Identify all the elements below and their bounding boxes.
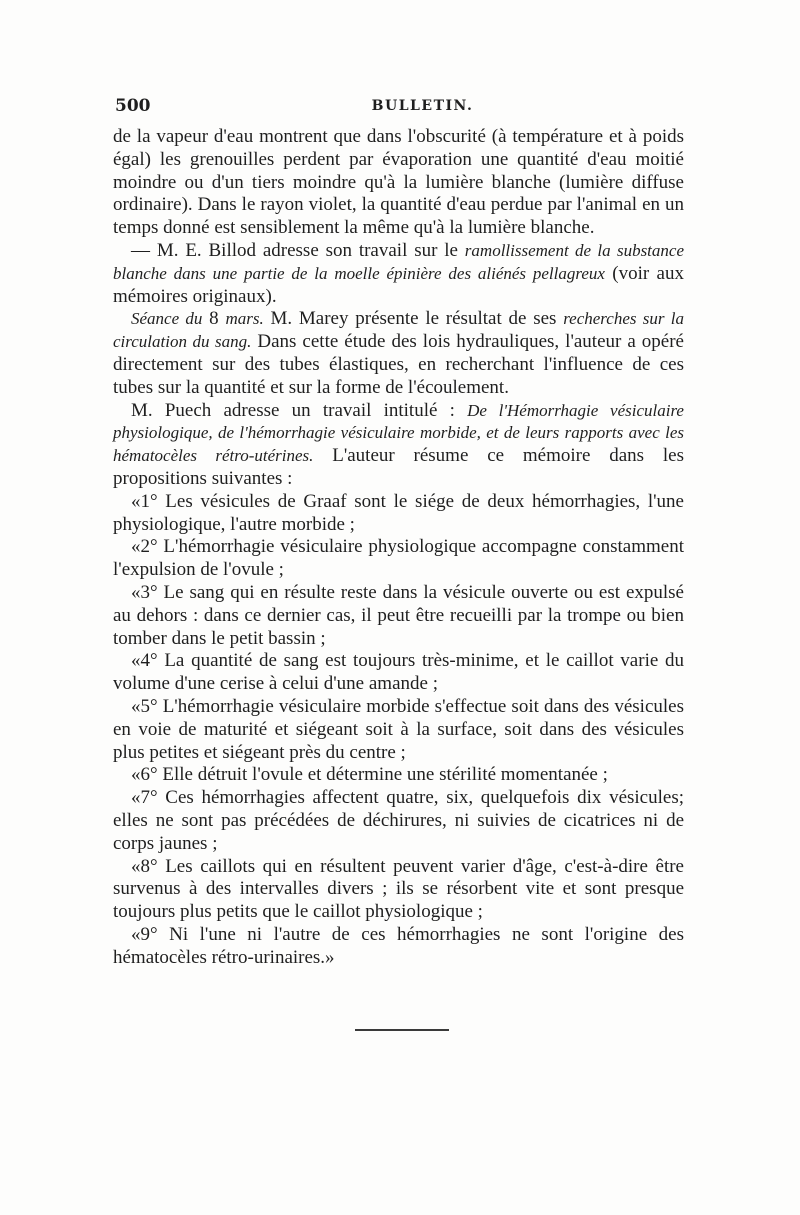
body-text [113, 126, 684, 969]
billod-title: ramollissement de la substance blanche dans une partie de la moelle épinière des aliénés pellagreux [113, 240, 684, 283]
billod-tail: (voir aux mémoires originaux). [113, 262, 684, 307]
paragraph-marey [113, 308, 684, 399]
proposition-7: «7° Ces hémorrhagies affectent quatre, six, quelquefois dix vésicules; elles ne sont pas précédées de déchirures, ni suivies de cicatrices ni de corps jaunes ; [113, 787, 684, 854]
page-number: 500 [115, 96, 151, 116]
page-header [115, 96, 690, 122]
marey-tail: Dans cette étude des lois hydrauliques, l'auteur a opéré directement sur des tubes élastiques, en recherchant l'influence de ces tubes sur la quantité et sur la forme de l'écoulement. [113, 331, 684, 398]
proposition-8: «8° Les caillots qui en résultent peuvent varier d'âge, c'est-à-dire être survenus à des intervalles divers ; ils se résorbent vite et sont presque toujours plus petits que le caillot physiologique ; [113, 855, 684, 923]
puech-title: De l'Hémorrhagie vésiculaire physiologique, de l'hémorrhagie vésiculaire morbide, et de leurs rapports avec les hématocèles rétro-utérines. [113, 400, 684, 466]
proposition-9: «9° Ni l'une ni l'autre de ces hémorrhagies ne sont l'origine des hématocèles rétro-urinaires.» [113, 923, 684, 968]
seance-label: Séance du [131, 309, 203, 329]
billod-lead: — M. E. Billod adresse son travail sur le [131, 239, 465, 261]
proposition-4: «4° La quantité de sang est toujours très-minime, et le caillot varie du volume d'une cerise à celui d'une amande ; [113, 650, 684, 695]
proposition-3: «3° Le sang qui en résulte reste dans la vésicule ouverte ou est expulsé au dehors : dans ce dernier cas, il peut être recueilli par la trompe ou bien tomber dans le petit bassin ; [113, 581, 684, 649]
proposition-5: «5° L'hémorrhagie vésiculaire morbide s'effectue soit dans des vésicules en voie de maturité et siégeant soit à la surface, soit dans des vésicules plus petites et siégeant près du centre ; [113, 695, 684, 763]
section-divider [355, 1029, 449, 1031]
paragraph-puech [113, 400, 684, 491]
paragraph-evaporation: de la vapeur d'eau montrent que dans l'obscurité (à température et à poids égal) les grenouilles perdent par évaporation une quantité d'eau moitié moindre ou d'un tiers moindre qu'à la lumière blanche (lumière diffuse ordinaire). Dans le rayon violet, la quantité d'eau perdue par l'animal en un temps donné est sensiblement la même qu'à la lumière blanche. [113, 126, 684, 239]
puech-tail: L'auteur résume ce mémoire dans les propositions suivantes : [113, 445, 684, 489]
proposition-6: «6° Elle détruit l'ovule et détermine une stérilité momentanée ; [131, 764, 608, 786]
seance-date: 8 [202, 308, 226, 330]
marey-title: recherches sur la circulation du sang. [113, 309, 684, 352]
paragraph-billod [113, 240, 684, 308]
running-head: BULLETIN. [371, 98, 474, 114]
marey-lead: M. Marey présente le résultat de ses [263, 308, 564, 330]
proposition-2: «2° L'hémorrhagie vésiculaire physiologique accompagne constamment l'expulsion de l'ovule ; [113, 536, 684, 581]
seance-month: mars. [225, 309, 264, 329]
proposition-1: «1° Les vésicules de Graaf sont le siége de deux hémorrhagies, l'une physiologique, l'autre morbide ; [113, 490, 684, 535]
puech-lead: M. Puech adresse un travail intitulé : [131, 399, 468, 421]
